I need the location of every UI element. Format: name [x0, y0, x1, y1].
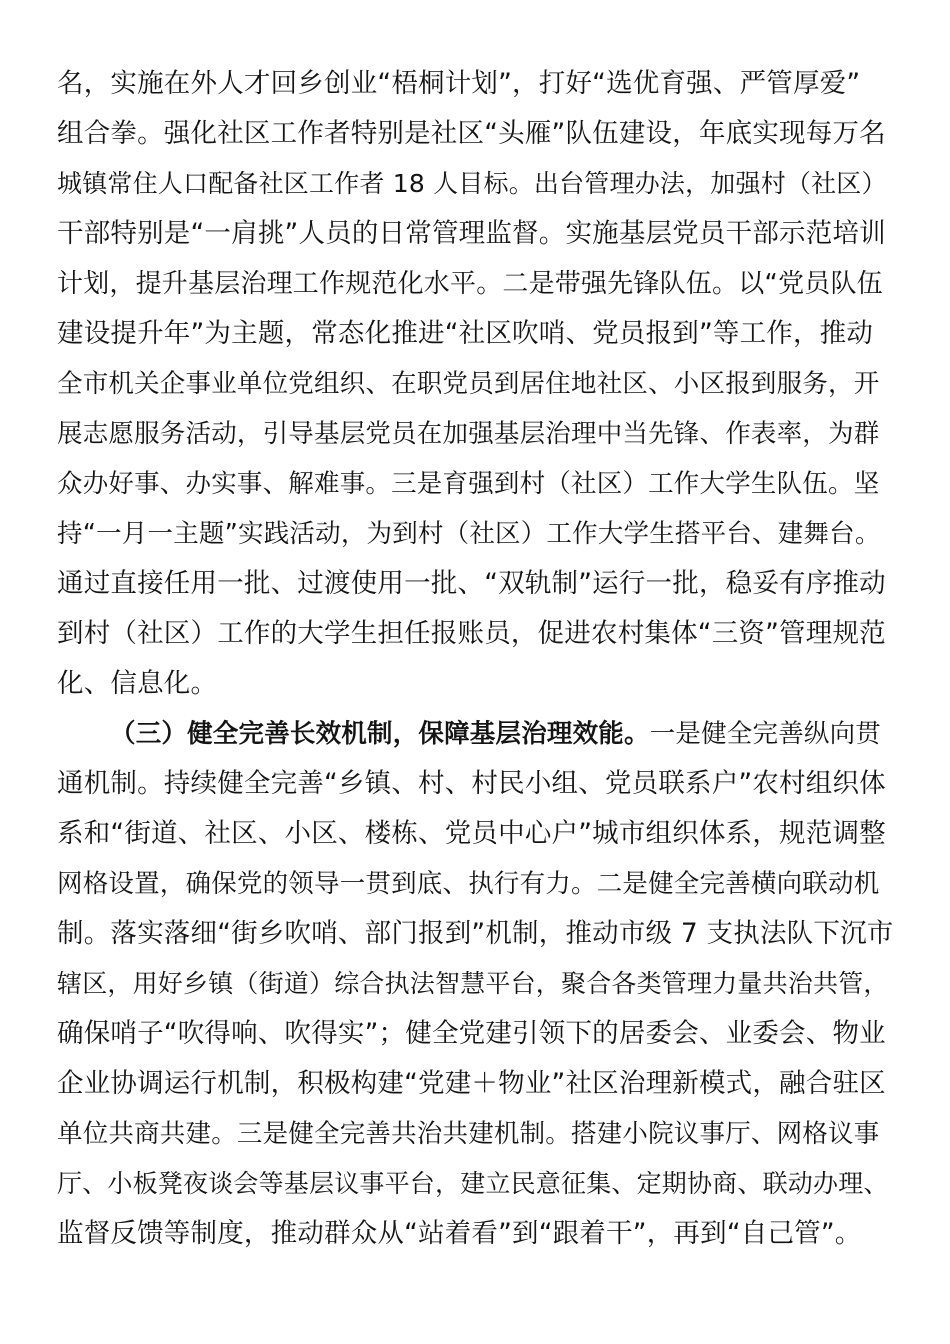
paragraph-line: 辖区，用好乡镇（街道）综合执法智慧平台，聚合各类管理力量共治共管， — [57, 969, 889, 998]
paragraph-line: 监督反馈等制度，推动群众从“站着看”到“跟着干”，再到“自己管”。 — [57, 1218, 862, 1249]
section-3-heading: （三）健全完善长效机制，保障基层治理效能。 — [110, 719, 650, 749]
paragraph-line: 通过直接任用一批、过渡使用一批、“双轨制”运行一批，稳妥有序推动 — [57, 568, 886, 599]
paragraph-line: 制。落实落细“街乡吹哨、部门报到”机制，推动市级 7 支执法队下沉市 — [57, 918, 894, 949]
paragraph-line: 计划，提升基层治理工作规范化水平。二是带强先锋队伍。以“党员队伍 — [57, 269, 883, 299]
paragraph-line: 到村（社区）工作的大学生担任报账员，促进农村集体“三资”管理规范 — [57, 618, 886, 649]
paragraph-line: 名，实施在外人才回乡创业“梧桐计划”，打好“选优育强、严管厚爱” — [57, 68, 861, 99]
paragraph-line: 干部特别是“一肩挑”人员的日常管理监督。实施基层党员干部示范培训 — [57, 218, 886, 249]
section-3-first-line-text: 一是健全完善纵向贯 — [649, 719, 882, 749]
paragraph-line: 建设提升年”为主题，常态化推进“社区吹哨、党员报到”等工作，推动 — [57, 318, 874, 349]
paragraph-line: 城镇常住人口配备社区工作者 18 人目标。出台管理办法，加强村（社区） — [57, 169, 887, 198]
paragraph-line: 确保哨子“吹得响、吹得实”；健全党建引领下的居委会、业委会、物业 — [57, 1018, 886, 1049]
paragraph-line: 组合拳。强化社区工作者特别是社区“头雁”队伍建设，年底实现每万名 — [57, 118, 886, 149]
paragraph-line: 系和“街道、社区、小区、楼栋、党员中心户”城市组织体系，规范调整 — [57, 818, 886, 849]
paragraph-line: 单位共商共建。三是健全完善共治共建机制。搭建小院议事厅、网格议事 — [57, 1119, 880, 1149]
paragraph-line: 厅、小板凳夜谈会等基层议事平台，建立民意征集、定期协商、联动办理、 — [57, 1169, 889, 1198]
paragraph-line: 全市机关企事业单位党组织、在职党员到居住地社区、小区报到服务，开 — [57, 369, 880, 399]
paragraph-line: 众办好事、办实事、解难事。三是育强到村（社区）工作大学生队伍。坚 — [57, 469, 880, 499]
paragraph-line: 网格设置，确保党的领导一贯到底、执行有力。二是健全完善横向联动机 — [57, 869, 880, 899]
paragraph-line: 持“一月一主题”实践活动，为到村（社区）工作大学生搭平台、建舞台。 — [57, 519, 881, 549]
paragraph-line: 展志愿服务活动，引导基层党员在加强基层治理中当先锋、作表率，为群 — [57, 419, 880, 449]
paragraph-line: 化、信息化。 — [57, 668, 218, 699]
paragraph-line: 企业协调运行机制，积极构建“党建＋物业”社区治理新模式，融合驻区 — [57, 1068, 886, 1099]
paragraph-line: 通机制。持续健全完善“乡镇、村、村民小组、党员联系户”农村组织体 — [57, 768, 886, 799]
section-3-first-line — [110, 716, 881, 752]
